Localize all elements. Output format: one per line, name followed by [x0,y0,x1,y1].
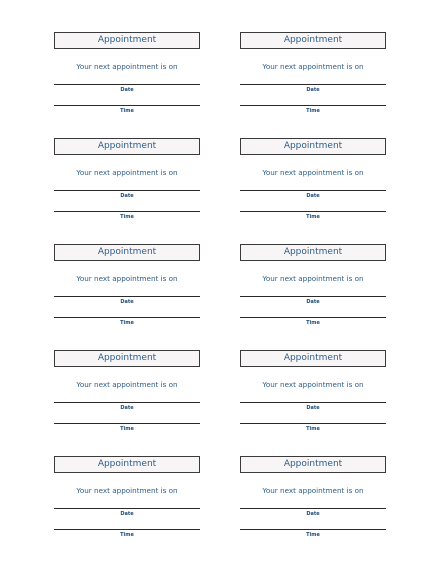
time-line [240,529,386,530]
date-line [54,402,200,403]
card-lead-text: Your next appointment is on [76,168,178,177]
appointment-card [54,456,200,542]
time-label: Time [120,532,134,538]
date-label: Date [120,87,134,93]
time-line [240,211,386,212]
time-line [54,211,200,212]
date-label: Date [120,193,134,199]
date-line [54,296,200,297]
card-title: Appointment [54,32,200,49]
time-label: Time [306,532,320,538]
card-lead-text: Your next appointment is on [262,62,364,71]
date-label: Date [306,193,320,199]
date-label: Date [120,405,134,411]
date-line [240,190,386,191]
appointment-card [240,244,386,330]
card-title: Appointment [240,138,386,155]
date-label: Date [306,299,320,305]
card-lead-text: Your next appointment is on [262,168,364,177]
card-title: Appointment [54,456,200,473]
card-title: Appointment [240,244,386,261]
time-line [240,317,386,318]
card-lead-text: Your next appointment is on [262,486,364,495]
card-lead-text: Your next appointment is on [76,62,178,71]
date-line [54,84,200,85]
appointment-card [240,32,386,118]
date-line [240,296,386,297]
card-lead-text: Your next appointment is on [76,274,178,283]
date-label: Date [120,511,134,517]
time-label: Time [120,320,134,326]
time-label: Time [306,320,320,326]
card-lead-text: Your next appointment is on [76,380,178,389]
card-lead-text: Your next appointment is on [262,274,364,283]
date-line [54,508,200,509]
time-label: Time [306,108,320,114]
date-line [54,190,200,191]
date-line [240,84,386,85]
time-label: Time [120,214,134,220]
appointment-card [240,456,386,542]
time-label: Time [120,108,134,114]
appointment-card [54,350,200,436]
date-label: Date [306,87,320,93]
date-label: Date [306,405,320,411]
card-title: Appointment [54,244,200,261]
time-label: Time [120,426,134,432]
appointment-card [54,138,200,224]
date-line [240,402,386,403]
appointment-card [54,244,200,330]
date-label: Date [306,511,320,517]
card-lead-text: Your next appointment is on [76,486,178,495]
card-lead-text: Your next appointment is on [262,380,364,389]
time-label: Time [306,214,320,220]
date-line [240,508,386,509]
date-label: Date [120,299,134,305]
card-title: Appointment [240,350,386,367]
time-line [54,105,200,106]
time-line [240,105,386,106]
time-line [54,529,200,530]
appointment-card [54,32,200,118]
card-title: Appointment [54,138,200,155]
time-label: Time [306,426,320,432]
time-line [54,317,200,318]
appointment-card [240,138,386,224]
card-title: Appointment [54,350,200,367]
time-line [240,423,386,424]
appointment-card [240,350,386,436]
card-title: Appointment [240,32,386,49]
card-title: Appointment [240,456,386,473]
time-line [54,423,200,424]
